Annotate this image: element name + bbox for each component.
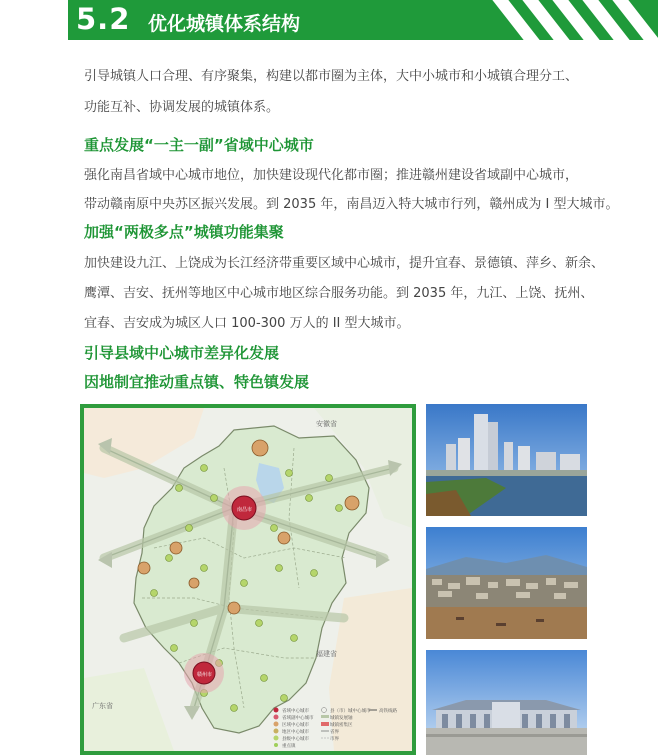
photo-aerial-town [426, 527, 587, 639]
section2-heading: 加强“两极多点”城镇功能集聚 [84, 223, 284, 241]
map-label-nanchang: 南昌市 [237, 507, 253, 513]
map-label-guangdong: 广东省 [92, 703, 113, 710]
section-header-banner [68, 0, 658, 40]
province-map-graphic [84, 408, 412, 751]
intro-line-1: 引导城镇人口合理、有序聚集，构建以都市圈为主体，大中小城市和小城镇合理分工、 [84, 69, 579, 84]
legend-item: 重点镇 [282, 743, 296, 748]
legend-item: 县（市）城中心城市 [330, 708, 371, 713]
map-label-anhui: 安徽省 [316, 421, 337, 428]
map-label-fujian: 福建省 [316, 651, 337, 658]
section1-line-1: 强化南昌省域中心城市地位，加快建设现代化都市圈；推进赣州建设省域副中心城市， [84, 168, 579, 183]
legend-item: 省域副中心城市 [282, 715, 314, 720]
section2-line-1: 加快建设九江、上饶成为长江经济带重要区域中心城市，提升宜春、景德镇、萍乡、新余、 [84, 256, 605, 271]
section1-line-2: 带动赣南原中央苏区振兴发展。到 2035 年，南昌迈入特大城市行列，赣州成为 I 型大城市。 [84, 197, 619, 212]
legend-item: 高铁线路 [379, 708, 397, 713]
legend-item: 省界 [330, 729, 339, 734]
legend-item: 地区中心城市 [282, 729, 309, 734]
legend-item: 城镇发展轴 [330, 715, 353, 720]
photo-city-waterfront [426, 404, 587, 516]
section-title: 优化城镇体系结构 [148, 13, 301, 35]
section1-heading: 重点发展“一主一副”省域中心城市 [84, 136, 314, 154]
section2-line-2: 鹰潭、吉安、抚州等地区中心城市地区综合服务功能。到 2035 年，九江、上饶、抚州、 [84, 286, 594, 301]
section4-heading: 因地制宜推动重点镇、特色镇发展 [84, 373, 310, 391]
legend-item: 县级中心城市 [282, 736, 309, 741]
urban-system-map [80, 404, 416, 755]
section-number: 5.2 [76, 2, 131, 36]
legend-item: 省域中心城市 [282, 708, 309, 713]
photo-railway-station [426, 650, 587, 755]
section3-heading: 引导县域中心城市差异化发展 [84, 344, 280, 362]
legend-item: 市界 [330, 736, 339, 741]
legend-item: 区域中心城市 [282, 722, 309, 727]
intro-line-2: 功能互补、协调发展的城镇体系。 [84, 100, 280, 115]
section2-line-3: 宜春、吉安成为城区人口 100-300 万人的 II 型大城市。 [84, 316, 410, 331]
legend-item: 城镇密集区 [330, 722, 353, 727]
map-label-ganzhou: 赣州市 [197, 672, 213, 678]
